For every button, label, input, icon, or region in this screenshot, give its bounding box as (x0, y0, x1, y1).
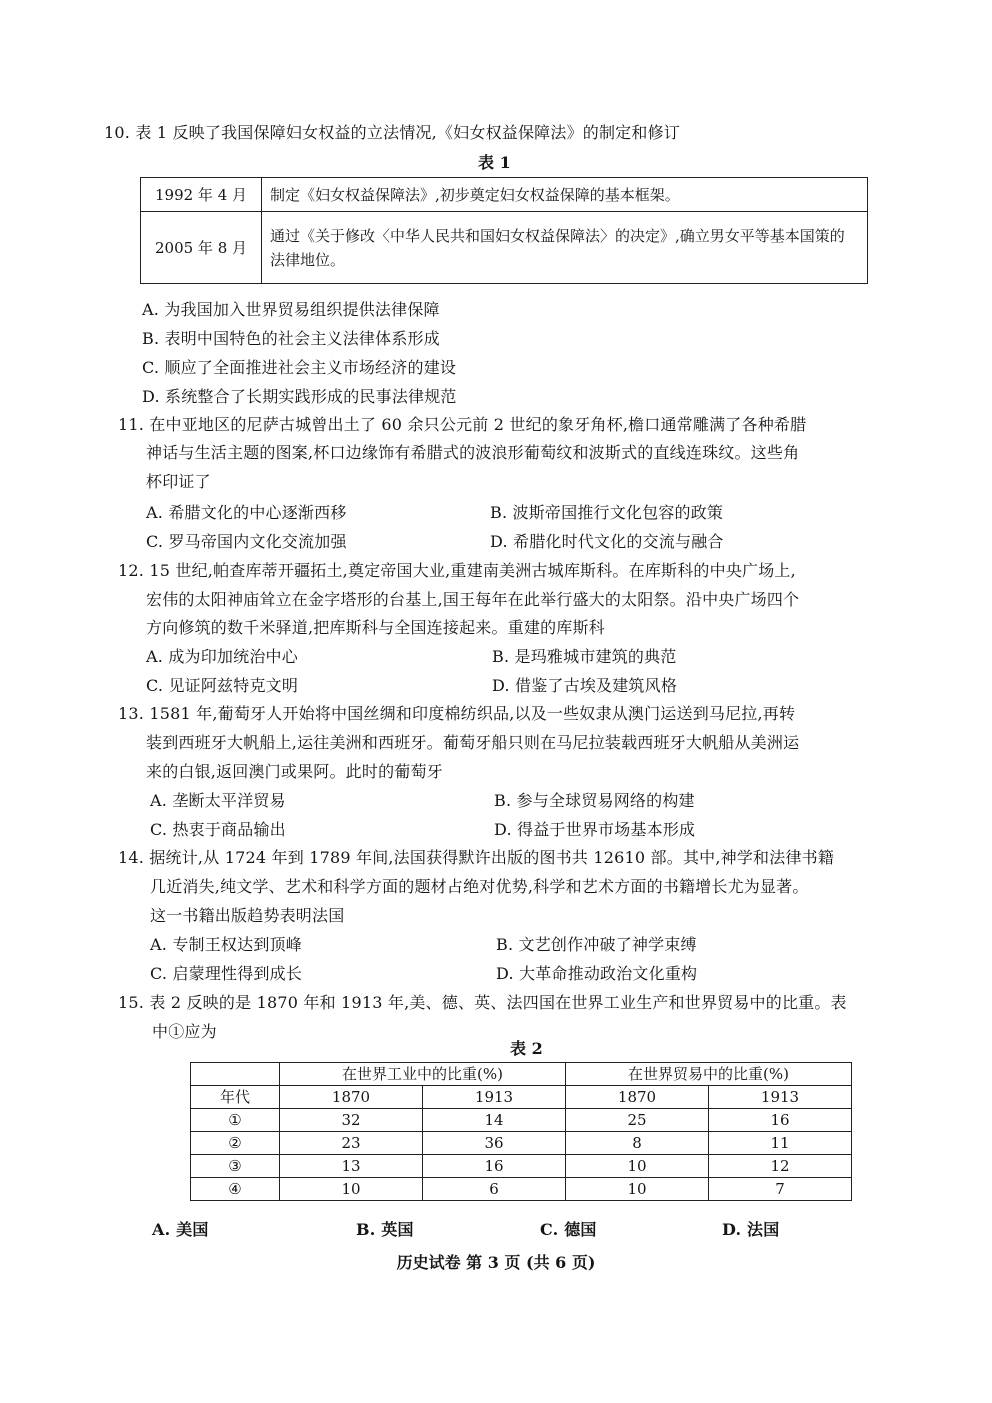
q10-option-b: B. 表明中国特色的社会主义法律体系形成 (142, 329, 440, 348)
table2-value-cell: 7 (709, 1178, 852, 1201)
table2-label-cell: ① (191, 1109, 280, 1132)
table2-value-cell: 8 (566, 1132, 709, 1155)
table2-value-cell: 16 (709, 1109, 852, 1132)
table1-date-cell: 2005 年 8 月 (141, 212, 262, 284)
q13-stem-line: 来的白银,返回澳门或果阿。此时的葡萄牙 (146, 762, 443, 781)
table2-value-cell: 23 (280, 1132, 423, 1155)
table2-value-cell: 6 (423, 1178, 566, 1201)
q12-option-a: A. 成为印加统治中心 (146, 647, 298, 666)
q12-option-d: D. 借鉴了古埃及建筑风格 (492, 676, 678, 695)
table2-label-cell: ④ (191, 1178, 280, 1201)
table2-row (191, 1132, 852, 1155)
q13-option-c: C. 热衷于商品输出 (150, 820, 286, 839)
table2-value-cell: 12 (709, 1155, 852, 1178)
q10-option-a: A. 为我国加入世界贸易组织提供法律保障 (142, 300, 440, 319)
q12-option-b: B. 是玛雅城市建筑的典范 (492, 647, 677, 666)
q11-stem-line: 杯印证了 (146, 472, 211, 491)
table2-value-cell: 10 (566, 1178, 709, 1201)
q15-option-d: D. 法国 (722, 1220, 780, 1239)
table1 (140, 177, 868, 284)
table2-header-row (191, 1063, 852, 1086)
table2-value-cell: 13 (280, 1155, 423, 1178)
table2-value-cell: 14 (423, 1109, 566, 1132)
q14-stem-line: 这一书籍出版趋势表明法国 (150, 906, 345, 925)
q11-option-d: D. 希腊化时代文化的交流与融合 (490, 532, 724, 551)
table2-year-row (191, 1086, 852, 1109)
table2 (190, 1062, 852, 1201)
table2-value-cell: 25 (566, 1109, 709, 1132)
q10-option-c: C. 顺应了全面推进社会主义市场经济的建设 (142, 358, 457, 377)
table1-content-cell: 通过《关于修改〈中华人民共和国妇女权益保障法〉的决定》,确立男女平等基本国策的法律地位。 (262, 212, 868, 284)
q11-stem-line: 神话与生活主题的图案,杯口边缘饰有希腊式的波浪形葡萄纹和波斯式的直线连珠纹。这些角 (146, 443, 800, 462)
table1-row (141, 212, 868, 284)
q11-option-a: A. 希腊文化的中心逐渐西移 (146, 503, 347, 522)
table1-caption: 表 1 (478, 153, 511, 172)
q14-option-d: D. 大革命推动政治文化重构 (496, 964, 698, 983)
q10-stem: 10. 表 1 反映了我国保障妇女权益的立法情况,《妇女权益保障法》的制定和修订 (104, 123, 680, 142)
table2-corner-cell (191, 1063, 280, 1086)
table1-content-cell: 制定《妇女权益保障法》,初步奠定妇女权益保障的基本框架。 (262, 178, 868, 212)
table2-value-cell: 11 (709, 1132, 852, 1155)
q13-stem-line: 13. 1581 年,葡萄牙人开始将中国丝绸和印度棉纺织品,以及一些奴隶从澳门运送到马尼拉,再转 (118, 704, 796, 723)
q11-stem-line: 11. 在中亚地区的尼萨古城曾出土了 60 余只公元前 2 世纪的象牙角杯,檐口通常雕满了各种希腊 (118, 415, 807, 434)
q14-option-a: A. 专制王权达到顶峰 (150, 935, 302, 954)
q13-stem-line: 装到西班牙大帆船上,运往美洲和西班牙。葡萄牙船只则在马尼拉装载西班牙大帆船从美洲运 (146, 733, 800, 752)
q11-option-c: C. 罗马帝国内文化交流加强 (146, 532, 347, 551)
q13-option-a: A. 垄断太平洋贸易 (150, 791, 286, 810)
table2-label-cell: ③ (191, 1155, 280, 1178)
table2-value-cell: 10 (566, 1155, 709, 1178)
q11-option-b: B. 波斯帝国推行文化包容的政策 (490, 503, 724, 522)
q15-option-c: C. 德国 (540, 1220, 597, 1239)
table2-value-cell: 36 (423, 1132, 566, 1155)
q12-stem-line: 宏伟的太阳神庙耸立在金字塔形的台基上,国王每年在此举行盛大的太阳祭。沿中央广场四个 (146, 590, 800, 609)
table2-year-cell: 1913 (423, 1086, 566, 1109)
table2-group-header: 在世界工业中的比重(%) (280, 1063, 566, 1086)
q14-stem-line: 几近消失,纯文学、艺术和科学方面的题材占绝对优势,科学和艺术方面的书籍增长尤为显著。 (150, 877, 809, 896)
table2-row (191, 1178, 852, 1201)
table2-value-cell: 32 (280, 1109, 423, 1132)
table1-date-cell: 1992 年 4 月 (141, 178, 262, 212)
q15-stem-line: 中①应为 (152, 1022, 217, 1041)
table2-year-cell: 1870 (280, 1086, 423, 1109)
q13-option-b: B. 参与全球贸易网络的构建 (494, 791, 695, 810)
q10-option-d: D. 系统整合了长期实践形成的民事法律规范 (142, 387, 457, 406)
table2-caption: 表 2 (510, 1039, 543, 1058)
q12-stem-line: 方向修筑的数千米驿道,把库斯科与全国连接起来。重建的库斯科 (146, 618, 605, 637)
q14-stem-line: 14. 据统计,从 1724 年到 1789 年间,法国获得默许出版的图书共 12610 部。其中,神学和法律书籍 (118, 848, 835, 867)
q13-option-d: D. 得益于世界市场基本形成 (494, 820, 696, 839)
q15-stem-line: 15. 表 2 反映的是 1870 年和 1913 年,美、德、英、法四国在世界工业生产和世界贸易中的比重。表 (118, 993, 847, 1012)
table2-row (191, 1155, 852, 1178)
q12-stem-line: 12. 15 世纪,帕查库蒂开疆拓土,奠定帝国大业,重建南美洲古城库斯科。在库斯科的中央广场上, (118, 561, 796, 580)
page-footer: 历史试卷 第 3 页 (共 6 页) (396, 1253, 596, 1272)
q12-option-c: C. 见证阿兹特克文明 (146, 676, 299, 695)
q15-option-b: B. 英国 (356, 1220, 414, 1239)
table2-value-cell: 16 (423, 1155, 566, 1178)
q14-option-b: B. 文艺创作冲破了神学束缚 (496, 935, 697, 954)
table2-row-header: 年代 (191, 1086, 280, 1109)
q14-option-c: C. 启蒙理性得到成长 (150, 964, 303, 983)
table2-year-cell: 1913 (709, 1086, 852, 1109)
table2-value-cell: 10 (280, 1178, 423, 1201)
table2-label-cell: ② (191, 1132, 280, 1155)
table2-year-cell: 1870 (566, 1086, 709, 1109)
q15-option-a: A. 美国 (152, 1220, 209, 1239)
table2-row (191, 1109, 852, 1132)
table1-row (141, 178, 868, 212)
table2-group-header: 在世界贸易中的比重(%) (566, 1063, 852, 1086)
